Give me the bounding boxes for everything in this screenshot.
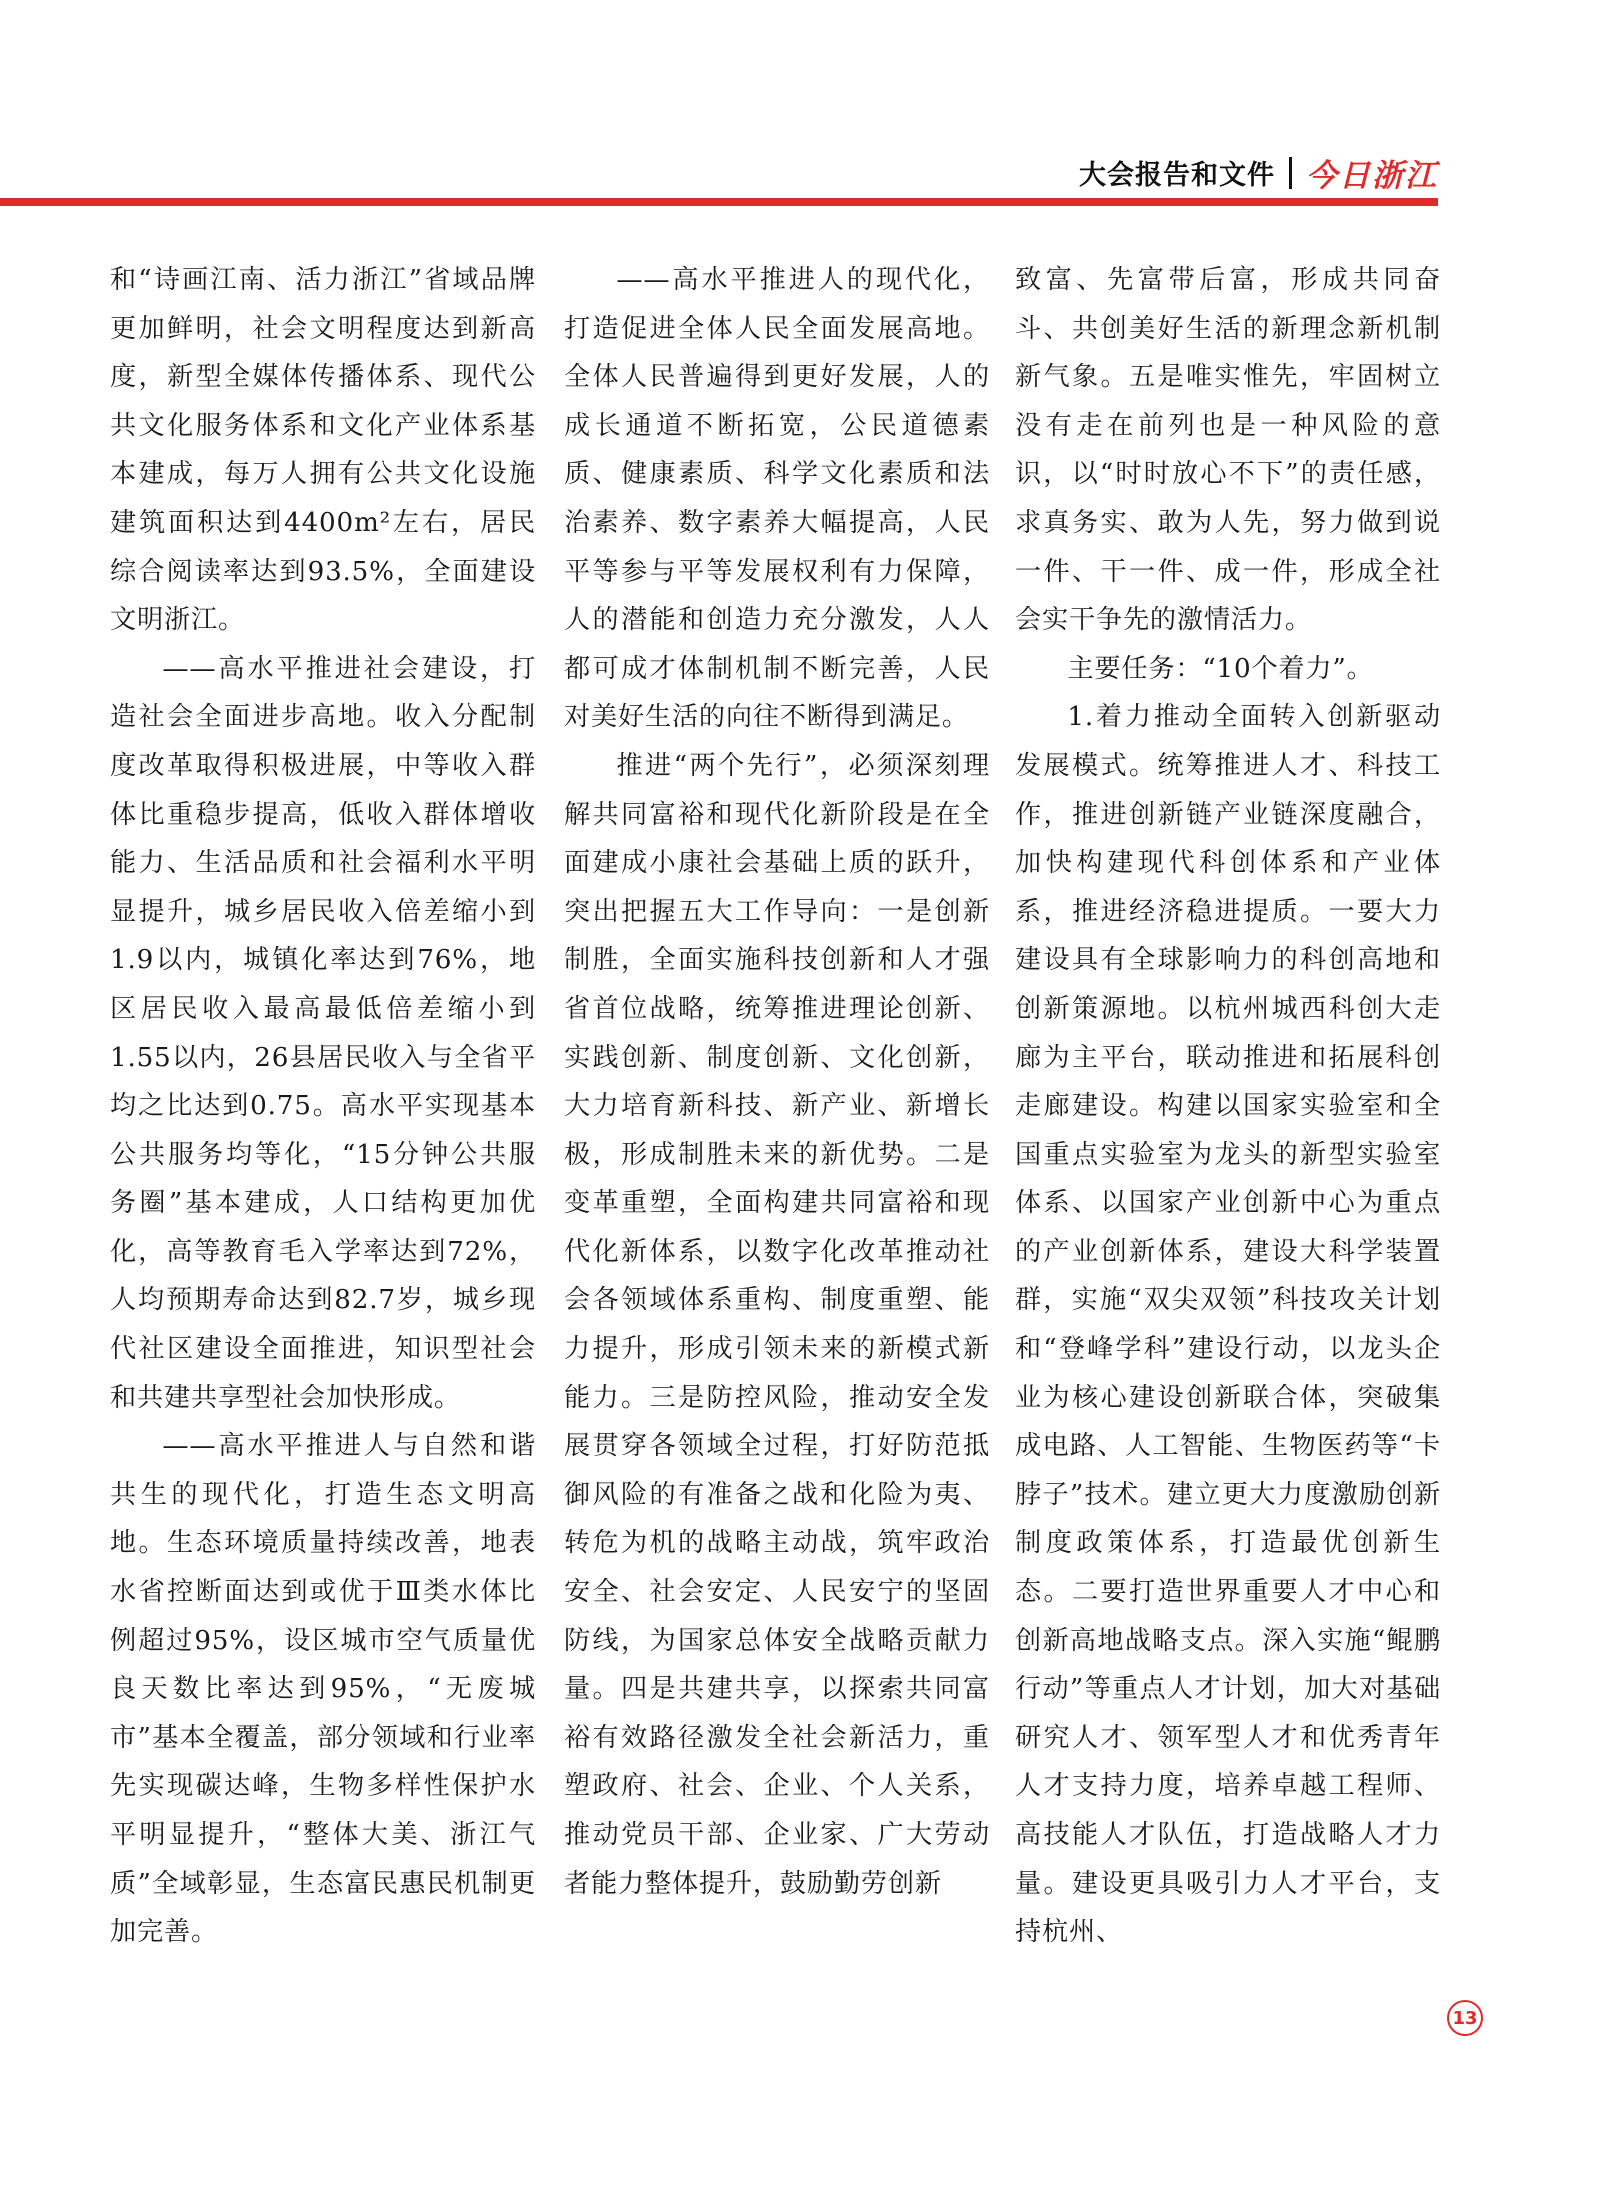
section-title: 大会报告和文件 <box>1079 160 1275 191</box>
text-column-3 <box>1015 256 1441 1957</box>
paragraph: 和“诗画江南、活力浙江”省域品牌更加鲜明，社会文明程度达到新高度，新型全媒体传播体系、现代公共文化服务体系和文化产业体系基本建成，每万人拥有公共文化设施建筑面积达到4400m²左右，居民综合阅读率达到93.5%，全面建设文明浙江。 <box>110 265 536 636</box>
magazine-logo: 今日浙江 <box>1306 158 1438 194</box>
header-divider <box>1289 157 1292 189</box>
paragraph: 致富、先富带后富，形成共同奋斗、共创美好生活的新理念新机制新气象。五是唯实惟先，牢固树立没有走在前列也是一种风险的意识，以“时时放心不下”的责任感，求真务实、敢为人先，努力做到说一件、干一件、成一件，形成全社会实干争先的激情活力。 <box>1015 265 1441 636</box>
paragraph: 推进“两个先行”，必须深刻理解共同富裕和现代化新阶段是在全面建成小康社会基础上质的跃升，突出把握五大工作导向：一是创新制胜，全面实施科技创新和人才强省首位战略，统筹推进理论创新、实践创新、制度创新、文化创新，大力培育新科技、新产业、新增长极，形成制胜未来的新优势。二是变革重塑，全面构建共同富裕和现代化新体系，以数字化改革推动社会各领域体系重构、制度重塑、能力提升，形成引领未来的新模式新能力。三是防控风险，推动安全发展贯穿各领域全过程，打好防范抵御风险的有准备之战和化险为夷、转危为机的战略主动战，筑牢政治安全、社会安定、人民安宁的坚固防线，为国家总体安全战略贡献力量。四是共建共享，以探索共同富裕有效路径激发全社会新活力，重塑政府、社会、企业、个人关系，推动党员干部、企业家、广大劳动者能力整体提升，鼓励勤劳创新 <box>564 750 990 1899</box>
header-rule <box>0 198 1438 206</box>
paragraph: 主要任务：“10个着力”。 <box>1067 653 1374 684</box>
running-header <box>1079 150 1438 195</box>
text-column-2 <box>564 256 990 1908</box>
paragraph: 1.着力推动全面转入创新驱动发展模式。统筹推进人才、科技工作，推进创新链产业链深度融合，加快构建现代科创体系和产业体系，推进经济稳进提质。一要大力建设具有全球影响力的科创高地和创新策源地。以杭州城西科创大走廊为主平台，联动推进和拓展科创走廊建设。构建以国家实验室和全国重点实验室为龙头的新型实验室体系、以国家产业创新中心为重点的产业创新体系，建设大科学装置群，实施“双尖双领”科技攻关计划和“登峰学科”建设行动，以龙头企业为核心建设创新联合体，突破集成电路、人工智能、生物医药等“卡脖子”技术。建立更大力度激励创新制度政策体系，打造最优创新生态。二要打造世界重要人才中心和创新高地战略支点。深入实施“鲲鹏行动”等重点人才计划，加大对基础研究人才、领军型人才和优秀青年人才支持力度，培养卓越工程师、高技能人才队伍，打造战略人才力量。建设更具吸引力人才平台，支持杭州、 <box>1015 702 1441 1948</box>
page-number: 13 <box>1447 2000 1483 2036</box>
text-column-1 <box>110 256 536 1957</box>
paragraph: ——高水平推进人的现代化，打造促进全体人民全面发展高地。全体人民普遍得到更好发展，人的成长通道不断拓宽，公民道德素质、健康素质、科学文化素质和法治素养、数字素养大幅提高，人民平等参与平等发展权利有力保障，人的潜能和创造力充分激发，人人都可成才体制机制不断完善，人民对美好生活的向往不断得到满足。 <box>564 265 990 733</box>
paragraph: ——高水平推进社会建设，打造社会全面进步高地。收入分配制度改革取得积极进展，中等收入群体比重稳步提高，低收入群体增收能力、生活品质和社会福利水平明显提升，城乡居民收入倍差缩小到1.9以内，城镇化率达到76%，地区居民收入最高最低倍差缩小到1.55以内，26县居民收入与全省平均之比达到0.75。高水平实现基本公共服务均等化，“15分钟公共服务圈”基本建成，人口结构更加优化，高等教育毛入学率达到72%，人均预期寿命达到82.7岁，城乡现代社区建设全面推进，知识型社会和共建共享型社会加快形成。 <box>110 653 536 1413</box>
paragraph: ——高水平推进人与自然和谐共生的现代化，打造生态文明高地。生态环境质量持续改善，地表水省控断面达到或优于Ⅲ类水体比例超过95%，设区城市空气质量优良天数比率达到95%，“无废城市”基本全覆盖，部分领域和行业率先实现碳达峰，生物多样性保护水平明显提升，“整体大美、浙江气质”全域彰显，生态富民惠民机制更加完善。 <box>110 1431 536 1948</box>
